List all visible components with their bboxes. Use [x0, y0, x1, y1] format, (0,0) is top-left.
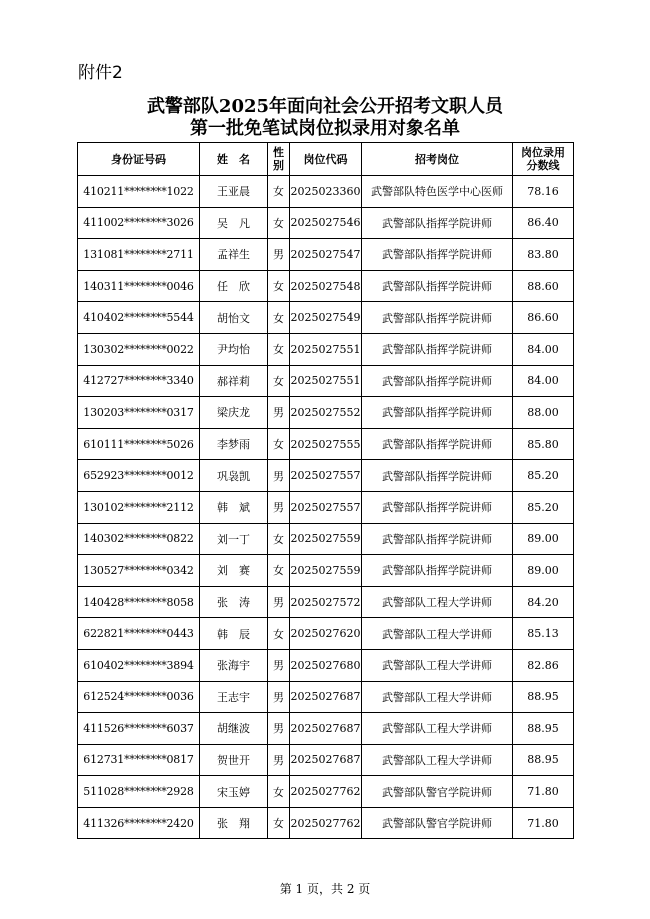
post-code-cell: 2025027552 [290, 397, 362, 429]
gender-cell: 男 [268, 681, 290, 713]
header-post: 招考岗位 [362, 143, 513, 176]
post-cell: 武警部队指挥学院讲师 [362, 207, 513, 239]
id-cell: 410211********1022 [78, 176, 200, 208]
post-cell: 武警部队指挥学院讲师 [362, 460, 513, 492]
gender-cell: 女 [268, 302, 290, 334]
score-cell: 88.95 [513, 681, 574, 713]
id-cell: 130102********2112 [78, 491, 200, 523]
gender-cell: 男 [268, 744, 290, 776]
table-row [78, 397, 574, 429]
score-cell: 84.00 [513, 365, 574, 397]
gender-cell: 女 [268, 365, 290, 397]
post-code-cell: 2025027551 [290, 365, 362, 397]
table-row [78, 270, 574, 302]
post-cell: 武警部队工程大学讲师 [362, 618, 513, 650]
gender-cell: 女 [268, 776, 290, 808]
id-cell: 412727********3340 [78, 365, 200, 397]
post-cell: 武警部队指挥学院讲师 [362, 523, 513, 555]
id-cell: 140428********8058 [78, 586, 200, 618]
name-cell: 梁庆龙 [200, 397, 268, 429]
name-cell: 张 涛 [200, 586, 268, 618]
post-cell: 武警部队警官学院讲师 [362, 776, 513, 808]
post-cell: 武警部队工程大学讲师 [362, 586, 513, 618]
document-title-line2: 第一批免笔试岗位拟录用对象名单 [190, 118, 460, 139]
score-cell: 88.00 [513, 397, 574, 429]
table-row [78, 491, 574, 523]
post-cell: 武警部队指挥学院讲师 [362, 555, 513, 587]
post-cell: 武警部队工程大学讲师 [362, 649, 513, 681]
post-cell: 武警部队指挥学院讲师 [362, 333, 513, 365]
score-cell: 83.80 [513, 239, 574, 271]
post-cell: 武警部队指挥学院讲师 [362, 428, 513, 460]
table-row [78, 681, 574, 713]
name-cell: 郝祥莉 [200, 365, 268, 397]
name-cell: 张海宇 [200, 649, 268, 681]
post-cell: 武警部队指挥学院讲师 [362, 239, 513, 271]
header-post-code: 岗位代码 [290, 143, 362, 176]
gender-cell: 女 [268, 555, 290, 587]
score-cell: 78.16 [513, 176, 574, 208]
post-cell: 武警部队工程大学讲师 [362, 713, 513, 745]
header-gender-line1: 性 [273, 146, 284, 159]
table-row [78, 207, 574, 239]
id-cell: 652923********0012 [78, 460, 200, 492]
table-row [78, 713, 574, 745]
score-cell: 71.80 [513, 776, 574, 808]
name-cell: 宋玉婷 [200, 776, 268, 808]
id-cell: 411526********6037 [78, 713, 200, 745]
gender-cell: 女 [268, 207, 290, 239]
table-row [78, 618, 574, 650]
gender-cell: 男 [268, 713, 290, 745]
id-cell: 140302********0822 [78, 523, 200, 555]
post-cell: 武警部队特色医学中心医师 [362, 176, 513, 208]
table-row [78, 744, 574, 776]
score-cell: 86.40 [513, 207, 574, 239]
table-row [78, 649, 574, 681]
table-row [78, 776, 574, 808]
table-row [78, 428, 574, 460]
gender-cell: 女 [268, 428, 290, 460]
gender-cell: 女 [268, 523, 290, 555]
score-cell: 84.00 [513, 333, 574, 365]
name-cell: 吴 凡 [200, 207, 268, 239]
score-cell: 85.80 [513, 428, 574, 460]
table-row [78, 333, 574, 365]
post-cell: 武警部队工程大学讲师 [362, 681, 513, 713]
name-cell: 李梦雨 [200, 428, 268, 460]
post-code-cell: 2025027680 [290, 649, 362, 681]
score-cell: 84.20 [513, 586, 574, 618]
id-cell: 610111********5026 [78, 428, 200, 460]
score-cell: 85.13 [513, 618, 574, 650]
candidate-table [77, 142, 574, 839]
table-row [78, 555, 574, 587]
post-code-cell: 2025027549 [290, 302, 362, 334]
gender-cell: 男 [268, 586, 290, 618]
table-row [78, 460, 574, 492]
score-cell: 85.20 [513, 491, 574, 523]
post-code-cell: 2025027559 [290, 523, 362, 555]
name-cell: 贺世开 [200, 744, 268, 776]
name-cell: 尹均怡 [200, 333, 268, 365]
post-code-cell: 2025027557 [290, 460, 362, 492]
post-code-cell: 2025027555 [290, 428, 362, 460]
post-cell: 武警部队警官学院讲师 [362, 807, 513, 839]
gender-cell: 女 [268, 270, 290, 302]
table-row [78, 586, 574, 618]
id-cell: 130527********0342 [78, 555, 200, 587]
gender-cell: 女 [268, 176, 290, 208]
table-row [78, 807, 574, 839]
page-footer: 第 1 页，共 2 页 [279, 882, 371, 896]
name-cell: 王亚晨 [200, 176, 268, 208]
id-cell: 130302********0022 [78, 333, 200, 365]
post-code-cell: 2025027687 [290, 744, 362, 776]
gender-cell: 男 [268, 239, 290, 271]
post-cell: 武警部队指挥学院讲师 [362, 365, 513, 397]
score-cell: 88.60 [513, 270, 574, 302]
post-code-cell: 2025027762 [290, 776, 362, 808]
name-cell: 刘一丁 [200, 523, 268, 555]
name-cell: 韩 辰 [200, 618, 268, 650]
name-cell: 韩 斌 [200, 491, 268, 523]
post-code-cell: 2025023360 [290, 176, 362, 208]
score-cell: 88.95 [513, 744, 574, 776]
id-cell: 411326********2420 [78, 807, 200, 839]
post-code-cell: 2025027551 [290, 333, 362, 365]
name-cell: 刘 赛 [200, 555, 268, 587]
id-cell: 612731********0817 [78, 744, 200, 776]
document-title-line1: 武警部队2025年面向社会公开招考文职人员 [146, 96, 504, 117]
score-cell: 89.00 [513, 555, 574, 587]
id-cell: 411002********3026 [78, 207, 200, 239]
header-gender-line2: 别 [273, 159, 284, 172]
table-row [78, 365, 574, 397]
table-row [78, 302, 574, 334]
id-cell: 140311********0046 [78, 270, 200, 302]
post-code-cell: 2025027557 [290, 491, 362, 523]
table-row [78, 239, 574, 271]
name-cell: 胡继波 [200, 713, 268, 745]
gender-cell: 女 [268, 807, 290, 839]
gender-cell: 男 [268, 649, 290, 681]
name-cell: 孟祥生 [200, 239, 268, 271]
post-cell: 武警部队指挥学院讲师 [362, 397, 513, 429]
table-row [78, 176, 574, 208]
post-code-cell: 2025027548 [290, 270, 362, 302]
id-cell: 131081********2711 [78, 239, 200, 271]
gender-cell: 男 [268, 397, 290, 429]
gender-cell: 女 [268, 333, 290, 365]
post-code-cell: 2025027547 [290, 239, 362, 271]
id-cell: 612524********0036 [78, 681, 200, 713]
score-cell: 86.60 [513, 302, 574, 334]
post-cell: 武警部队工程大学讲师 [362, 744, 513, 776]
name-cell: 任 欣 [200, 270, 268, 302]
gender-cell: 女 [268, 618, 290, 650]
post-code-cell: 2025027687 [290, 713, 362, 745]
score-cell: 89.00 [513, 523, 574, 555]
header-score-line2: 分数线 [526, 159, 560, 172]
table-row [78, 523, 574, 555]
id-cell: 622821********0443 [78, 618, 200, 650]
name-cell: 胡怡文 [200, 302, 268, 334]
header-score-line1: 岗位录用 [521, 146, 565, 159]
post-code-cell: 2025027762 [290, 807, 362, 839]
id-cell: 130203********0317 [78, 397, 200, 429]
id-cell: 610402********3894 [78, 649, 200, 681]
post-code-cell: 2025027559 [290, 555, 362, 587]
score-cell: 88.95 [513, 713, 574, 745]
post-code-cell: 2025027572 [290, 586, 362, 618]
post-code-cell: 2025027546 [290, 207, 362, 239]
score-cell: 82.86 [513, 649, 574, 681]
gender-cell: 男 [268, 491, 290, 523]
post-cell: 武警部队指挥学院讲师 [362, 491, 513, 523]
name-cell: 巩袅凯 [200, 460, 268, 492]
id-cell: 410402********5544 [78, 302, 200, 334]
gender-cell: 男 [268, 460, 290, 492]
header-score [513, 143, 574, 176]
name-cell: 张 翔 [200, 807, 268, 839]
score-cell: 71.80 [513, 807, 574, 839]
score-cell: 85.20 [513, 460, 574, 492]
post-code-cell: 2025027620 [290, 618, 362, 650]
post-cell: 武警部队指挥学院讲师 [362, 302, 513, 334]
header-gender [268, 143, 290, 176]
header-id: 身份证号码 [78, 143, 200, 176]
table-header-row [78, 143, 574, 176]
header-name: 姓 名 [200, 143, 268, 176]
post-code-cell: 2025027687 [290, 681, 362, 713]
post-cell: 武警部队指挥学院讲师 [362, 270, 513, 302]
id-cell: 511028********2928 [78, 776, 200, 808]
name-cell: 王志宇 [200, 681, 268, 713]
attachment-label: 附件2 [78, 63, 123, 83]
